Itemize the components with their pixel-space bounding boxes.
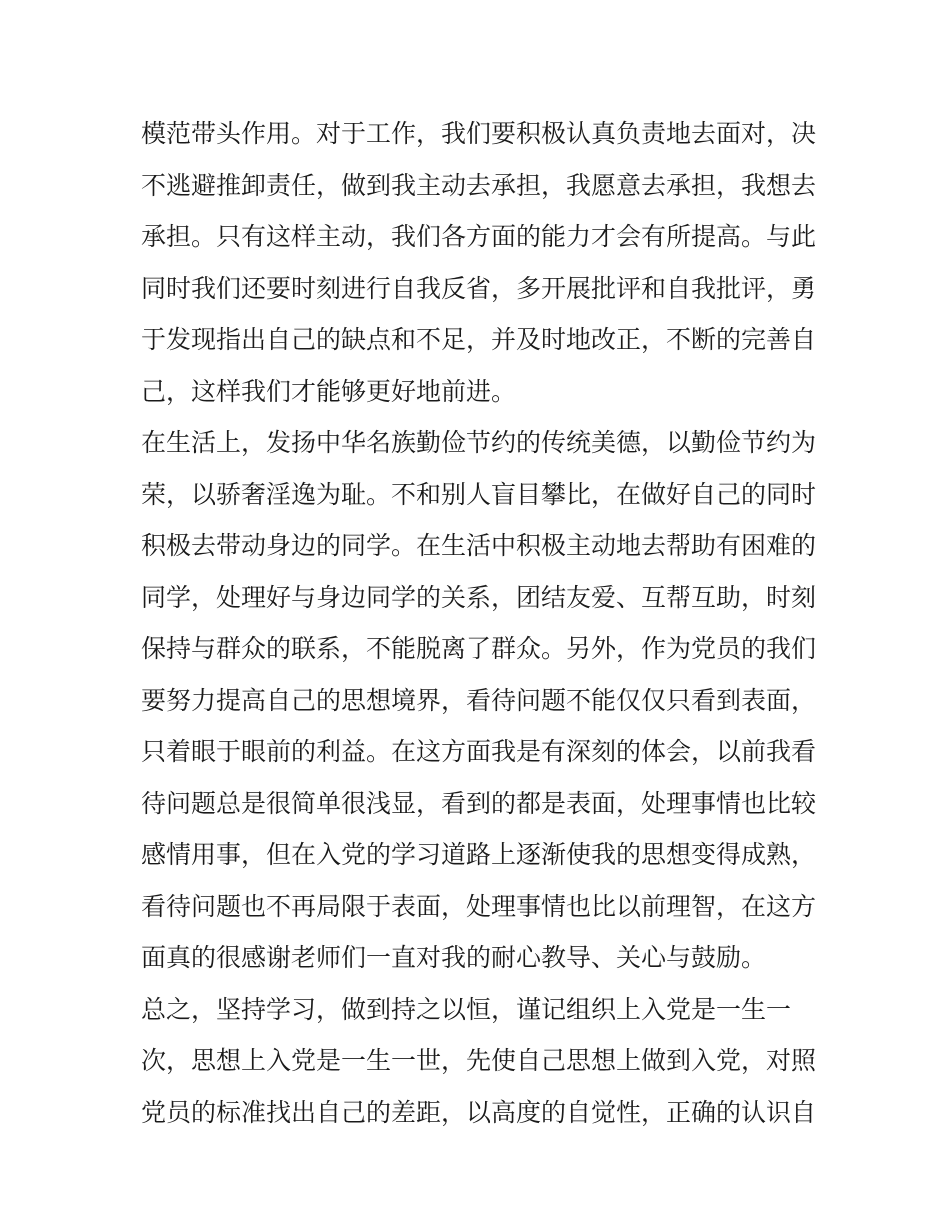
text-line: 面真的很感谢老师们一直对我的耐心教导、关心与鼓励。 (141, 943, 767, 972)
text-line: 要努力提高自己的思想境界，看待问题不能仅仅只看到表面， (141, 685, 817, 715)
body-text (141, 108, 821, 1138)
text-line: 积极去带动身边的同学。在生活中积极主动地去帮助有困难的 (141, 531, 817, 560)
text-line: 不逃避推卸责任，做到我主动去承担，我愿意去承担，我想去 (141, 170, 817, 200)
text-line: 在生活上，发扬中华名族勤俭节约的传统美德，以勤俭节约为 (141, 428, 817, 457)
text-line: 总之，坚持学习，做到持之以恒，谨记组织上入党是一生一 (141, 994, 792, 1024)
text-line: 保持与群众的联系，不能脱离了群众。另外，作为党员的我们 (141, 634, 817, 663)
text-line: 次，思想上入党是一生一世，先使自己思想上做到入党，对照 (141, 1046, 817, 1075)
text-line: 同学，处理好与身边同学的关系，团结友爱、互帮互助，时刻 (141, 582, 817, 612)
text-line: 承担。只有这样主动，我们各方面的能力才会有所提高。与此 (141, 222, 817, 251)
text-line: 待问题总是很简单很浅显，看到的都是表面，处理事情也比较 (141, 788, 817, 818)
text-line: 己，这样我们才能够更好地前进。 (141, 376, 517, 406)
text-line: 看待问题也不再局限于表面，处理事情也比以前理智，在这方 (141, 891, 817, 921)
text-line: 同时我们还要时刻进行自我反省，多开展批评和自我批评，勇 (141, 273, 817, 303)
text-line: 于发现指出自己的缺点和不足，并及时地改正，不断的完善自 (141, 325, 817, 354)
text-line: 只着眼于眼前的利益。在这方面我是有深刻的体会，以前我看 (141, 737, 817, 766)
text-line: 模范带头作用。对于工作，我们要积极认真负责地去面对，决 (141, 119, 817, 148)
text-line: 感情用事，但在入党的学习道路上逐渐使我的思想变得成熟， (141, 840, 817, 869)
text-line: 党员的标准找出自己的差距，以高度的自觉性，正确的认识自 (141, 1097, 817, 1127)
text-line: 荣，以骄奢淫逸为耻。不和别人盲目攀比，在做好自己的同时 (141, 479, 817, 509)
